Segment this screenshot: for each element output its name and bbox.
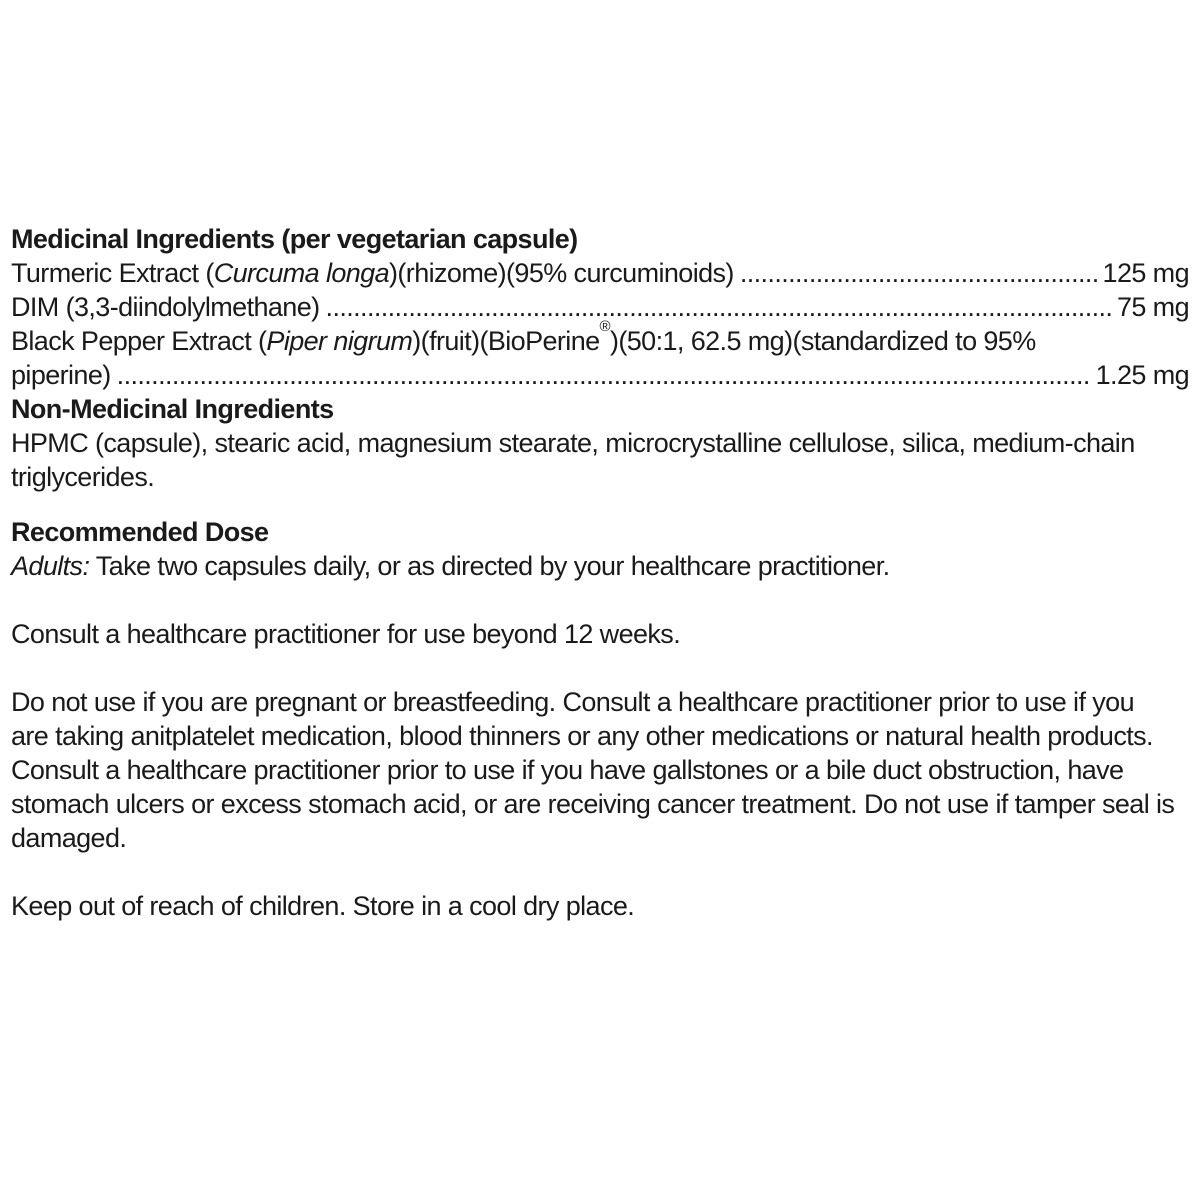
ingredient-amount: 75 mg xyxy=(1116,292,1189,322)
medicinal-ingredients-heading: Medicinal Ingredients (per vegetarian capsule) xyxy=(11,224,578,254)
registered-mark: ® xyxy=(599,318,610,335)
dot-leader xyxy=(117,358,1092,392)
ingredient-name-continued: piperine) xyxy=(11,360,111,390)
recommended-dose-heading: Recommended Dose xyxy=(11,517,269,547)
supplement-label xyxy=(11,222,1189,923)
latin-name: Piper nigrum xyxy=(266,326,413,356)
storage-note: Keep out of reach of children. Store in a cool dry place. xyxy=(11,891,635,921)
warning-line: Do not use if you are pregnant or breastfeeding. Consult a healthcare practitioner prior to use if you xyxy=(11,687,1134,717)
ingredient-amount: 1.25 mg xyxy=(1095,360,1189,390)
warning-line: Consult a healthcare practitioner prior to use if you have gallstones or a bile duct obstruction, have xyxy=(11,755,1124,785)
warning-line: stomach ulcers or excess stomach acid, or are receiving cancer treatment. Do not use if tamper seal is xyxy=(11,789,1175,819)
dot-leader xyxy=(740,256,1099,290)
ingredient-row-black-pepper: Black Pepper Extract (Piper nigrum)(fruit)(BioPerine®)(50:1, 62.5 mg)(standardized to 95% xyxy=(11,318,1036,356)
ingredient-name: DIM (3,3-diindolylmethane) xyxy=(11,292,320,322)
ingredient-amount: 125 mg xyxy=(1102,258,1189,288)
latin-name: Curcuma longa xyxy=(213,258,390,288)
ingredient-name: Turmeric Extract (Curcuma longa)(rhizome)(95% curcuminoids) xyxy=(11,258,734,288)
non-medicinal-line: triglycerides. xyxy=(11,462,155,492)
non-medicinal-ingredients-heading: Non-Medicinal Ingredients xyxy=(11,394,334,424)
warning-line: damaged. xyxy=(11,823,127,853)
non-medicinal-line: HPMC (capsule), stearic acid, magnesium stearate, microcrystalline cellulose, silica, medium-chain xyxy=(11,428,1135,458)
warning-line: are taking anitplatelet medication, blood thinners or any other medications or natural health products. xyxy=(11,721,1153,751)
ingredient-row-turmeric xyxy=(11,256,1189,290)
dose-audience: Adults: xyxy=(11,551,90,581)
dose-instructions: Adults: Take two capsules daily, or as directed by your healthcare practitioner. xyxy=(11,551,890,581)
dot-leader xyxy=(326,290,1113,324)
duration-note: Consult a healthcare practitioner for use beyond 12 weeks. xyxy=(11,619,681,649)
ingredient-row-black-pepper-continued xyxy=(11,358,1189,392)
